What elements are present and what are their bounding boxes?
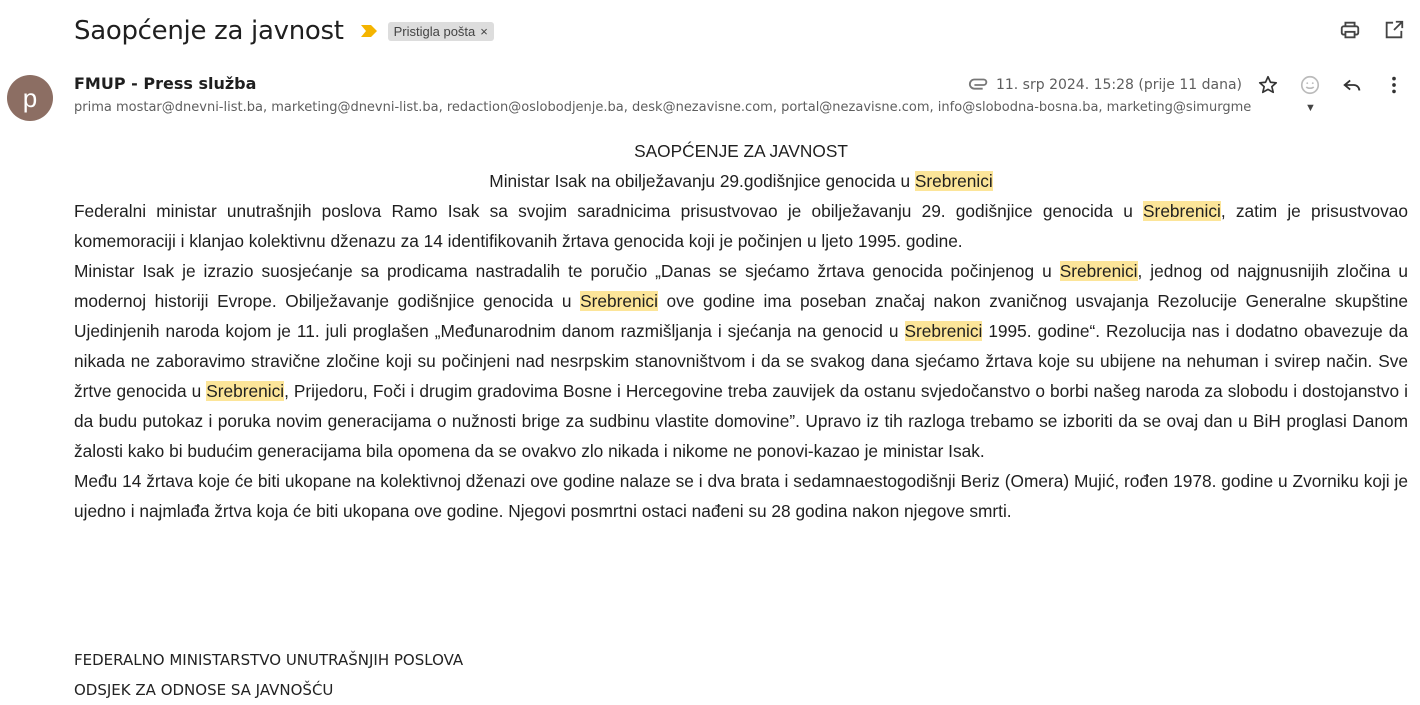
highlighted-term: Srebrenici bbox=[580, 291, 658, 311]
more-vertical-icon[interactable] bbox=[1382, 73, 1406, 97]
text-span: , jednog od najgnusnijih zločina u modernoj historiji Evrope. Obilježavanje godišnjice genocida u bbox=[74, 261, 1408, 311]
star-icon[interactable] bbox=[1256, 73, 1280, 97]
text-span: ove godine ima poseban značaj nakon zvaničnog usvajanja Rezolucije Generalne skupštine Ujedinjenih naroda kojom je 11. juli proglašen „Međunarodnim danom razmišljanja i sjećanja na genocid u bbox=[74, 291, 1408, 341]
avatar[interactable]: p bbox=[7, 75, 53, 121]
text-span: Ministar Isak je izrazio suosjećanje sa prodicama nastradalih te poručio „Danas se sjećamo žrtava genocida počinjenog u bbox=[74, 261, 1060, 281]
recipients-dropdown-icon[interactable]: ▼ bbox=[1305, 102, 1316, 114]
remove-label-button[interactable]: × bbox=[480, 23, 488, 39]
highlighted-term: Srebrenici bbox=[1143, 201, 1221, 221]
open-in-new-window-icon[interactable] bbox=[1382, 18, 1406, 42]
sender-name[interactable]: FMUP - Press služba bbox=[74, 74, 257, 93]
importance-marker-icon[interactable] bbox=[360, 24, 378, 38]
reply-icon[interactable] bbox=[1340, 73, 1364, 97]
signature-line-2: ODSJEK ZA ODNOSE SA JAVNOŠĆU bbox=[74, 681, 334, 699]
text-span: 1995. godine“. Rezolucija nas i dodatno obavezuje da nikada ne zaboravimo stravične zločine koji su počinjeni nad nesrpskim stanovništvom i da se svakog dana sjećamo žrtava koje su ubijene na nehuman i svirep način. Sve žrtve genocida u bbox=[74, 321, 1408, 401]
signature bbox=[74, 645, 463, 705]
emoji-icon[interactable] bbox=[1298, 73, 1322, 97]
text-span: , zatim je prisustvovao komemoraciji i klanjao kolektivnu dženazu za 14 identifikovanih žrtava genocida koji je počinjen u ljeto 1995. godine. bbox=[74, 201, 1408, 251]
recipients-list: prima mostar@dnevni-list.ba, marketing@dnevni-list.ba, redaction@oslobodjenje.ba, desk@nezavisne.com, portal@nezavisne.com, info@slobodna-bosna.ba, marketing@simurgme bbox=[74, 100, 1252, 115]
email-subject: Saopćenje za javnost bbox=[74, 16, 344, 46]
top-actions bbox=[1338, 18, 1406, 42]
print-icon[interactable] bbox=[1338, 18, 1362, 42]
paragraph-2 bbox=[74, 256, 1408, 466]
subheading-text: Ministar Isak na obilježavanju 29.godišnjice genocida u bbox=[489, 171, 915, 191]
text-span: Federalni ministar unutrašnjih poslova Ramo Isak sa svojim saradnicima prisustvovao je obilježavanju 29. godišnjice genocida u bbox=[74, 201, 1144, 221]
message-actions bbox=[1256, 73, 1406, 97]
body-heading: SAOPĆENJE ZA JAVNOST bbox=[634, 141, 848, 161]
subject-row bbox=[74, 13, 494, 49]
attachment-icon bbox=[968, 74, 990, 96]
text-span: , Prijedoru, Foči i drugim gradovima Bosne i Hercegovine treba zauvijek da ostanu svjedočanstvo o borbi našeg naroda za slobodu i dostojanstvo i da budu putokaz i poruka novim generacijama o nužnosti brige za sudbinu vlastite domovine”. Upravo iz tih razloga trebamo se izboriti da se ovaj dan u BiH proglasi Danom žalosti kako bi budućim generacijama bila opomena da se ovakvo zlo nikada i nikome ne ponovi-kazao je ministar Isak. bbox=[74, 381, 1408, 461]
message-date: 11. srp 2024. 15:28 (prije 11 dana) bbox=[995, 77, 1242, 93]
message-meta bbox=[968, 73, 1406, 97]
message-body bbox=[74, 136, 1408, 526]
label-chip-inbox[interactable] bbox=[388, 22, 494, 41]
paragraph-1 bbox=[74, 196, 1408, 256]
highlighted-term: Srebrenici bbox=[206, 381, 285, 401]
paragraph-3: Među 14 žrtava koje će biti ukopane na kolektivnoj dženazi ove godine nalaze se i dva brata i sedamnaestogodišnji Beriz (Omera) Mujić, rođen 1978. godine u Zvorniku koji je ujedno i najmlađa žrtva koja će biti ukopana ove godine. Njegovi posmrtni ostaci nađeni su 28 godina nakon njegove smrti. bbox=[74, 471, 1408, 521]
body-subheading bbox=[74, 166, 1408, 196]
highlighted-term: Srebrenici bbox=[914, 171, 993, 191]
label-chip-text: Pristigla pošta bbox=[393, 23, 476, 39]
highlighted-term: Srebrenici bbox=[904, 321, 983, 341]
signature-line-1: FEDERALNO MINISTARSTVO UNUTRAŠNJIH POSLOVA bbox=[74, 651, 464, 669]
highlighted-term: Srebrenici bbox=[1059, 261, 1138, 281]
